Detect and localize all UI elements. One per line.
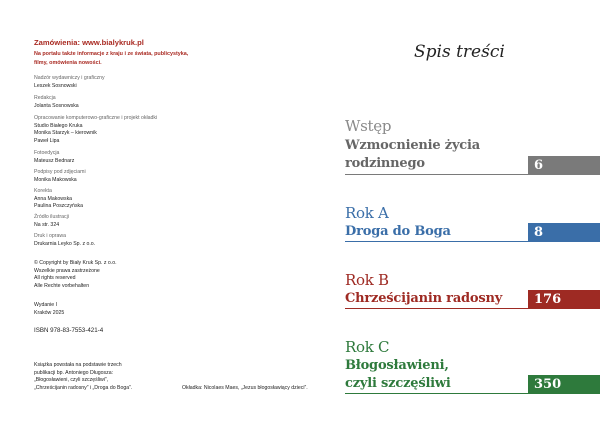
order-note-line: filmy, omówienia nowości. — [34, 59, 102, 66]
credit-design — [34, 115, 157, 145]
toc-title-line: Chrześcijanin radosny — [345, 291, 503, 306]
toc-section-title-year-b — [345, 290, 502, 308]
book-note-line: publikacji bp. Antoniego Długosza: — [34, 369, 114, 376]
isbn: ISBN 978-83-7553-421-4 — [34, 327, 104, 334]
credit-captions — [34, 169, 86, 184]
credit-value: Mateusz Bednarz — [34, 157, 75, 164]
book-note-line: „Błogosławieni, czyli szczęśliwi”, — [34, 377, 109, 384]
toc-title-line: Błogosławieni, — [345, 358, 449, 373]
toc-page-number-year-a[interactable]: 8 — [528, 223, 600, 242]
credit-illustration-source — [34, 214, 69, 229]
credit-value: Paweł Lipa — [34, 137, 60, 144]
credit-supervision — [34, 75, 105, 90]
edition-line: Wydanie I — [34, 302, 58, 308]
toc-page-number-intro[interactable]: 6 — [528, 156, 600, 175]
toc-page-number-year-c[interactable]: 350 — [528, 375, 600, 394]
credit-label: Źródło ilustracji — [34, 214, 69, 220]
toc-title-line: Droga do Boga — [345, 224, 451, 239]
toc-rule-intro — [345, 174, 528, 175]
book-source-note — [34, 362, 132, 392]
credit-value: Drukarnia Leyko Sp. z o.o. — [34, 240, 96, 247]
toc-title: Spis treści — [414, 42, 505, 62]
credit-photo-editing — [34, 150, 74, 165]
toc-rule-year-a — [345, 241, 528, 242]
credit-proofreading — [34, 188, 83, 211]
credit-value: Na str. 324 — [34, 221, 60, 228]
credit-printing — [34, 233, 95, 248]
order-note-line: Na portalu także informacje z kraju i ze świata, publicystyka, — [34, 51, 189, 57]
credit-label: Korekta — [34, 188, 52, 194]
copyright-line: © Copyright by Biały Kruk Sp. z o.o. — [34, 260, 117, 266]
toc-title-line: Wzmocnienie życia — [345, 138, 480, 153]
toc-section-label-year-c: Rok C — [345, 338, 390, 356]
credit-label: Opracowanie komputerowo-graficzne i projekt okładki — [34, 115, 158, 121]
credit-value: Anna Makowska — [34, 195, 73, 202]
credit-label: Nadzór wydawniczy i graficzny — [34, 75, 105, 81]
book-note-line: „Chrześcijanin radosny” i „Droga do Boga”. — [34, 384, 133, 391]
toc-rule-year-c — [345, 393, 528, 394]
toc-section-label-year-b: Rok B — [345, 271, 389, 289]
copyright-line: Wszelkie prawa zastrzeżone — [34, 267, 100, 274]
credit-label: Druk i oprawa — [34, 233, 67, 239]
toc-section-label-intro: Wstęp — [345, 117, 392, 135]
order-note — [34, 50, 224, 67]
credit-value: Studio Białego Kruka — [34, 122, 83, 129]
cover-note: Okładka: Nicolaes Maes, „Jezus błogosławiący dzieci”. — [182, 385, 308, 391]
copyright-block — [34, 260, 117, 290]
order-website: Zamówienia: www.bialykruk.pl — [34, 38, 144, 47]
copyright-line: Alle Rechte vorbehalten — [34, 282, 90, 289]
toc-rule-year-b — [345, 308, 528, 309]
credit-editing — [34, 95, 79, 110]
credit-value: Jolanta Sosnowska — [34, 102, 79, 109]
credit-value: Monika Makowska — [34, 176, 77, 183]
edition-line: Kraków 2025 — [34, 309, 65, 316]
toc-title-line: rodzinnego — [345, 156, 425, 171]
toc-section-title-intro — [345, 137, 480, 173]
credit-label: Redakcja — [34, 95, 56, 101]
credit-value: Leszek Sosnowski — [34, 82, 77, 89]
toc-page-number-year-b[interactable]: 176 — [528, 290, 600, 309]
toc-section-title-year-c — [345, 357, 451, 393]
credit-label: Fotoedycja — [34, 150, 60, 156]
credit-label: Podpisy pod zdjęciami — [34, 169, 86, 175]
edition-block — [34, 302, 64, 317]
credit-value: Paulina Poszczyńska — [34, 203, 84, 210]
copyright-line: All rights reserved — [34, 275, 76, 282]
toc-title-line: czyli szczęśliwi — [345, 376, 451, 391]
book-note-line: Książka powstała na podstawie trzech — [34, 362, 122, 368]
credit-value: Monika Starzyk – kierownik — [34, 130, 97, 137]
toc-section-title-year-a — [345, 223, 451, 241]
toc-section-label-year-a: Rok A — [345, 204, 389, 222]
